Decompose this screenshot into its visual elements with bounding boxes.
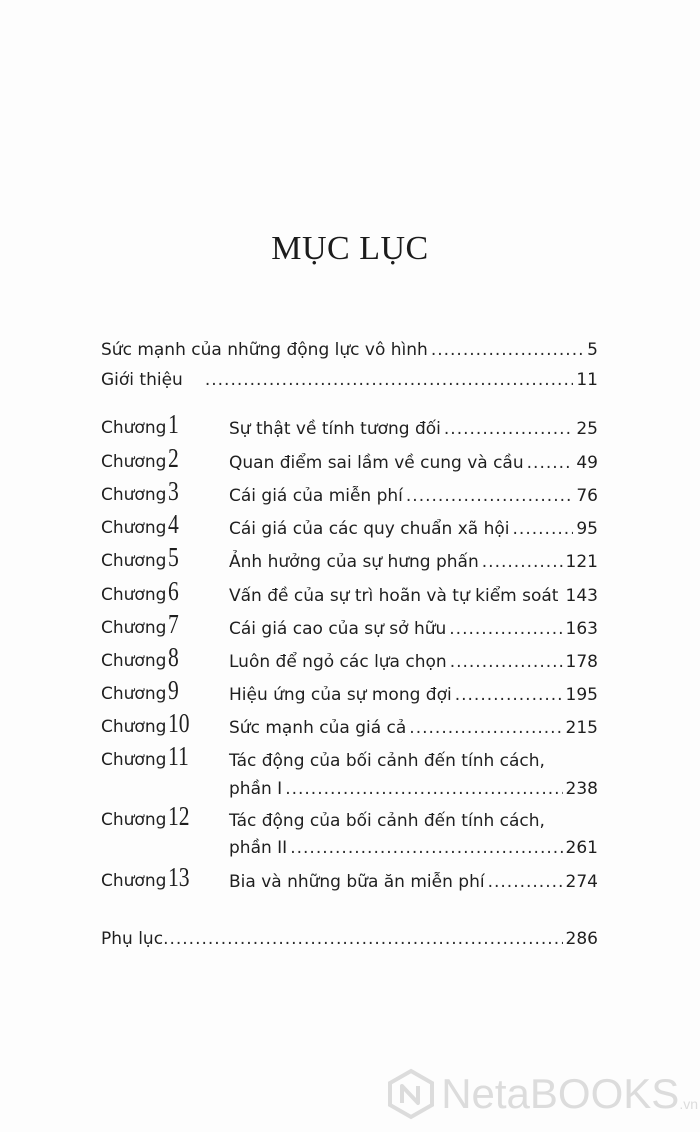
dot-leader [527, 453, 574, 473]
toc-entry-text-continued: phần II [229, 838, 288, 858]
chapter-label [101, 445, 182, 472]
chapter-number: 1 [168, 409, 179, 439]
chapter-number: 13 [168, 862, 190, 892]
toc-entry-chapter-4 [229, 519, 598, 539]
dot-leader [163, 929, 562, 949]
toc-entry-chapter-9 [229, 685, 598, 705]
chapter-number: 12 [168, 801, 190, 831]
toc-entry-text: Hiệu ứng của sự mong đợi [229, 685, 452, 705]
toc-entry-text: Tác động của bối cảnh đến tính cách, [229, 751, 545, 771]
dot-leader [444, 419, 573, 439]
chapter-word: Chương [101, 750, 167, 770]
toc-entry-text: Cái giá của các quy chuẩn xã hội [229, 519, 510, 539]
chapter-label [101, 544, 182, 571]
chapter-label [101, 511, 182, 538]
toc-page-number: 261 [565, 838, 598, 858]
toc-entry-text: Quan điểm sai lầm về cung và cầu [229, 453, 524, 473]
toc-entry-chapter-11 [229, 779, 598, 799]
dot-leader [431, 340, 584, 360]
chapter-number: 3 [168, 476, 179, 506]
chapter-number: 11 [168, 741, 189, 771]
toc-page-number: 238 [565, 779, 598, 799]
dot-leader [561, 586, 562, 606]
toc-entry-text: Sự thật về tính tương đối [229, 419, 441, 439]
toc-entry-chapter-8 [229, 652, 598, 672]
chapter-label [101, 864, 195, 891]
watermark-brand: NetaBOOKS [441, 1070, 680, 1117]
toc-entry-chapter-12 [229, 838, 598, 858]
toc-entry-chapter-2 [229, 453, 598, 473]
toc-entry-text: Cái giá cao của sự sở hữu [229, 619, 447, 639]
toc-entry-text: Tác động của bối cảnh đến tính cách, [229, 811, 545, 831]
toc-entry-text: Sức mạnh của những động lực vô hình [101, 340, 428, 360]
toc-page-number: 178 [565, 652, 598, 672]
chapter-label [101, 578, 182, 605]
chapter-word: Chương [101, 551, 167, 571]
chapter-word: Chương [101, 651, 167, 671]
toc-entry-introduction [101, 370, 598, 390]
chapter-number: 2 [168, 443, 179, 473]
chapter-number: 4 [168, 509, 179, 539]
dot-leader [406, 486, 573, 506]
dot-leader [488, 872, 563, 892]
neta-logo-icon [385, 1068, 437, 1120]
toc-entry-chapter-10 [229, 718, 598, 738]
toc-page-number: 143 [565, 586, 598, 606]
chapter-label [101, 644, 182, 671]
netabooks-watermark [385, 1068, 698, 1120]
chapter-word: Chương [101, 717, 167, 737]
chapter-label [101, 710, 195, 737]
chapter-number: 10 [168, 708, 190, 738]
toc-page-number: 121 [565, 552, 598, 572]
chapter-label [101, 803, 195, 830]
toc-page-number: 195 [565, 685, 598, 705]
toc-page-number: 163 [565, 619, 598, 639]
toc-page-number: 274 [565, 872, 598, 892]
chapter-word: Chương [101, 684, 167, 704]
dot-leader [482, 552, 563, 572]
toc-page-number: 5 [587, 340, 598, 360]
toc-entry-text: Vấn đề của sự trì hoãn và tự kiểm soát [229, 586, 559, 606]
chapter-label [101, 478, 182, 505]
toc-entry-text: Phụ lục [101, 929, 164, 949]
chapter-word: Chương [101, 485, 167, 505]
chapter-word: Chương [101, 518, 167, 538]
chapter-label [101, 411, 182, 438]
chapter-number: 8 [168, 642, 179, 672]
toc-entry-appendix [101, 929, 598, 949]
toc-page-number: 11 [576, 370, 598, 390]
toc-entry-chapter-13 [229, 872, 598, 892]
dot-leader [449, 619, 562, 639]
dot-leader [290, 838, 562, 858]
chapter-word: Chương [101, 810, 167, 830]
toc-entry-text: Cái giá của miễn phí [229, 486, 403, 506]
toc-page-number: 286 [565, 929, 598, 949]
toc-page-number: 49 [576, 453, 598, 473]
toc-entry-foreword [101, 340, 598, 360]
dot-leader [455, 685, 563, 705]
toc-entry-text-continued: phần I [229, 779, 283, 799]
chapter-word: Chương [101, 871, 167, 891]
toc-entry-chapter-7 [229, 619, 598, 639]
dot-leader [409, 718, 562, 738]
toc-entry-chapter-5 [229, 552, 598, 572]
toc-page-number: 215 [565, 718, 598, 738]
dot-leader [513, 519, 574, 539]
toc-entry-text: Bia và những bữa ăn miễn phí [229, 872, 485, 892]
toc-entry-text: Luôn để ngỏ các lựa chọn [229, 652, 447, 672]
toc-entry-text: Ảnh hưởng của sự hưng phấn [229, 552, 479, 572]
dot-leader [450, 652, 563, 672]
chapter-label [101, 611, 182, 638]
watermark-suffix: .vn [679, 1096, 698, 1112]
toc-entry-text: Sức mạnh của giá cả [229, 718, 407, 738]
dot-leader [285, 779, 562, 799]
chapter-number: 6 [168, 576, 179, 606]
chapter-label [101, 677, 182, 704]
toc-entry-chapter-3 [229, 486, 598, 506]
chapter-number: 5 [168, 542, 179, 572]
toc-entry-chapter-6 [229, 586, 598, 606]
toc-page-number: 25 [576, 419, 598, 439]
chapter-word: Chương [101, 418, 167, 438]
chapter-word: Chương [101, 452, 167, 472]
chapter-word: Chương [101, 618, 167, 638]
toc-page-number: 95 [576, 519, 598, 539]
toc-entry-chapter-1 [229, 419, 598, 439]
toc-page-number: 76 [576, 486, 598, 506]
chapter-label [101, 743, 194, 770]
toc-entry-text: Giới thiệu [101, 370, 183, 390]
chapter-number: 9 [168, 675, 179, 705]
chapter-number: 7 [168, 609, 179, 639]
dot-leader [205, 370, 574, 390]
page-title: MỤC LỤC [271, 230, 429, 267]
chapter-word: Chương [101, 585, 167, 605]
